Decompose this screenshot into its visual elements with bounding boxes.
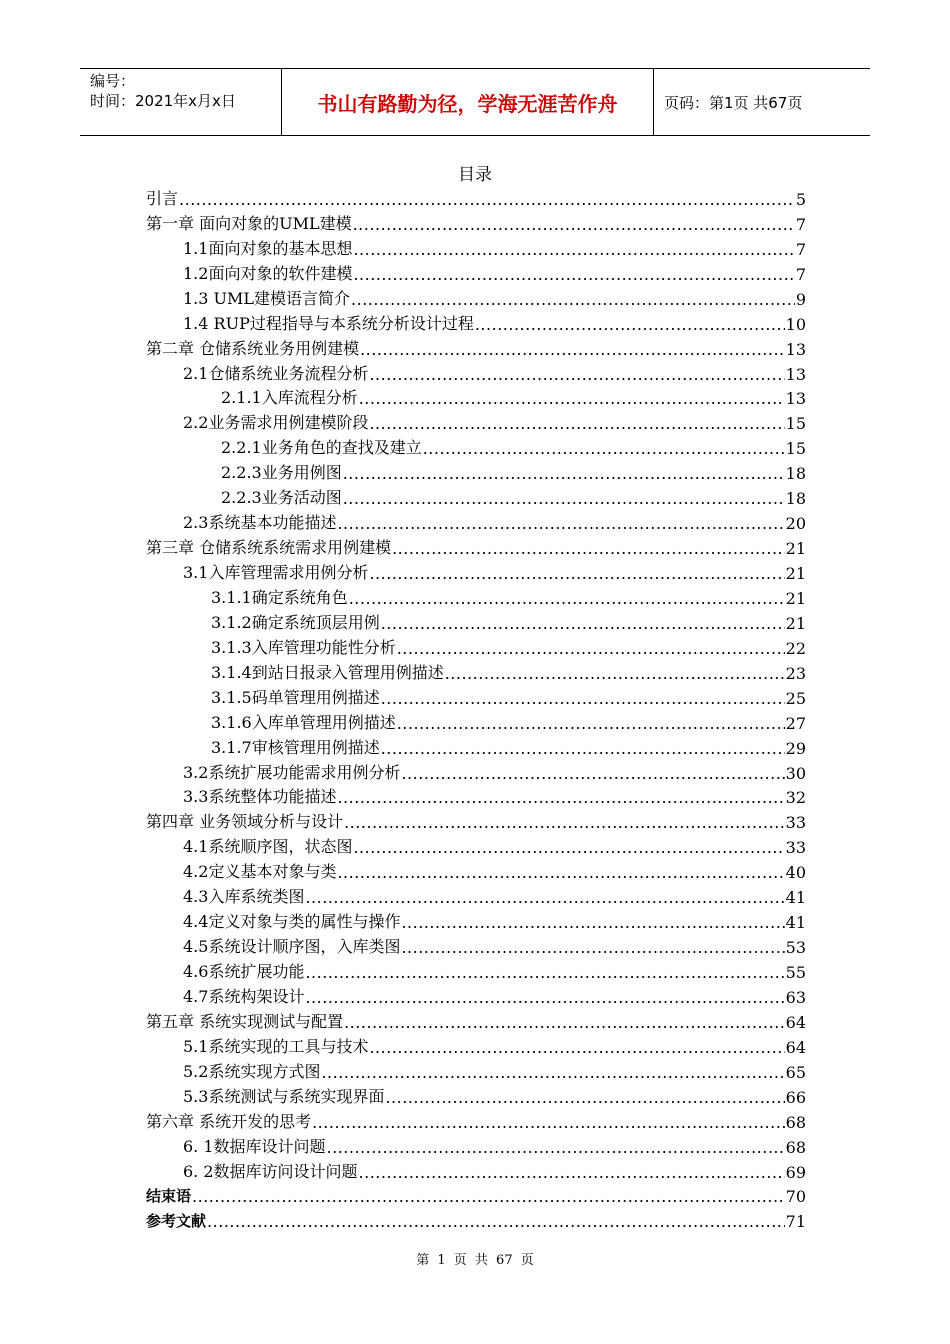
toc-entry-page: 68	[785, 1137, 806, 1157]
toc-entry-label: 3.3系统整体功能描述	[183, 787, 337, 807]
toc-entry-label: 1.1面向对象的基本思想	[183, 238, 353, 258]
toc-entry-label: 4.2定义基本对象与类	[183, 862, 337, 882]
toc-entry-page: 69	[785, 1162, 806, 1182]
toc-entry-label: 1.2面向对象的软件建模	[183, 263, 353, 283]
toc-dot-leader	[445, 664, 785, 683]
toc-dot-leader	[359, 389, 785, 408]
toc-entry[interactable]	[146, 1157, 806, 1182]
toc-dot-leader	[337, 514, 784, 533]
toc-entry[interactable]	[146, 832, 806, 857]
toc-entry-label: 第五章 系统实现测试与配置	[146, 1011, 344, 1031]
toc-dot-leader	[353, 215, 795, 234]
toc-entry-label: 4.5系统设计顺序图，入库类图	[183, 937, 401, 957]
toc-entry-label: 3.1.6入库单管理用例描述	[211, 712, 396, 732]
toc-entry-label: 2.3系统基本功能描述	[183, 513, 337, 533]
toc-entry[interactable]	[146, 708, 806, 733]
toc-entry[interactable]	[146, 783, 806, 808]
toc-dot-leader	[381, 614, 785, 633]
toc-dot-leader	[401, 938, 784, 957]
toc-entry-page: 15	[785, 439, 806, 459]
toc-entry-page: 13	[785, 339, 806, 359]
toc-entry[interactable]	[146, 957, 806, 982]
header-motto: 书山有路勤为径，学海无涯苦作舟	[282, 69, 654, 135]
toc-dot-leader	[344, 1013, 785, 1032]
toc-entry[interactable]	[146, 1107, 806, 1132]
toc-dot-leader	[359, 1163, 785, 1182]
header-page-info: 页码：第1页 共67页	[664, 93, 803, 112]
toc-entry[interactable]	[146, 309, 806, 334]
toc-entry[interactable]	[146, 633, 806, 658]
toc-entry[interactable]	[146, 284, 806, 309]
toc-entry-page: 41	[785, 888, 806, 908]
toc-dot-leader	[344, 813, 785, 832]
toc-entry-label: 2.2.3业务用例图	[221, 463, 342, 483]
toc-entry[interactable]	[146, 1032, 806, 1057]
toc-entry[interactable]	[146, 807, 806, 832]
toc-entry[interactable]	[146, 384, 806, 409]
toc-title: 目录	[458, 165, 492, 185]
toc-entry[interactable]	[146, 234, 806, 259]
toc-entry-page: 32	[785, 788, 806, 808]
toc-dot-leader	[353, 265, 794, 284]
toc-entry-page: 21	[785, 539, 806, 559]
toc-dot-leader	[305, 888, 784, 907]
toc-entry-page: 21	[785, 564, 806, 583]
toc-dot-leader	[337, 788, 784, 807]
toc-entry-label: 3.1.1确定系统角色	[211, 587, 348, 607]
toc-entry[interactable]	[146, 458, 806, 483]
toc-entry[interactable]	[146, 433, 806, 458]
toc-dot-leader	[353, 240, 794, 259]
toc-entry[interactable]	[146, 1132, 806, 1157]
toc-entry[interactable]	[146, 259, 806, 284]
toc-entry-label: 5.3系统测试与系统实现界面	[183, 1086, 385, 1106]
toc-entry-page: 64	[785, 1037, 806, 1057]
toc-entry-label: 4.6系统扩展功能	[183, 962, 305, 981]
toc-dot-leader	[401, 764, 784, 783]
toc-entry-label: 2.2.1业务角色的查找及建立	[221, 438, 422, 458]
toc-entry-label: 6. 1数据库设计问题	[183, 1136, 326, 1156]
toc-entry-page: 9	[795, 289, 806, 309]
toc-entry[interactable]	[146, 1206, 806, 1231]
toc-entry-page: 7	[795, 264, 806, 284]
toc-dot-leader	[369, 564, 784, 583]
toc-dot-leader	[179, 190, 795, 209]
toc-entry-page: 64	[785, 1012, 806, 1032]
toc-dot-leader	[392, 539, 785, 558]
toc-entry-page: 15	[785, 414, 806, 434]
toc-entry[interactable]	[146, 658, 806, 683]
toc-dot-leader	[385, 1088, 784, 1107]
toc-entry-label: 引言	[146, 188, 179, 208]
toc-entry-page: 13	[785, 364, 806, 384]
toc-dot-leader	[305, 963, 784, 982]
toc-entry-page: 66	[785, 1087, 806, 1107]
toc-dot-leader	[369, 1038, 784, 1057]
toc-entry[interactable]	[146, 1007, 806, 1032]
toc-entry-page: 7	[795, 214, 806, 234]
toc-entry-label: 1.4 RUP过程指导与本系统分析设计过程	[183, 313, 474, 333]
toc-entry-page: 30	[785, 763, 806, 783]
toc-dot-leader	[397, 714, 785, 733]
toc-entry[interactable]	[146, 209, 806, 234]
toc-entry-page: 40	[785, 863, 806, 883]
toc-dot-leader	[343, 489, 785, 508]
toc-dot-leader	[337, 863, 784, 882]
toc-entry-page: 23	[785, 663, 806, 683]
toc-entry-page: 53	[785, 938, 806, 958]
toc-dot-leader	[381, 689, 785, 708]
toc-entry-page: 29	[785, 738, 806, 758]
toc-dot-leader	[381, 739, 785, 758]
toc-dot-leader	[475, 315, 785, 334]
toc-entry-page: 63	[785, 987, 806, 1007]
toc-entry[interactable]	[146, 1082, 806, 1107]
document-number-label: 编号：	[90, 72, 136, 90]
toc-entry-label: 第四章 业务领域分析与设计	[146, 812, 344, 832]
document-date: 时间：2021年x月x日	[90, 92, 236, 110]
toc-entry-label: 1.3 UML建模语言简介	[183, 288, 351, 308]
toc-entry[interactable]	[146, 857, 806, 882]
toc-dot-leader	[321, 1063, 784, 1082]
toc-entry-label: 2.2业务需求用例建模阶段	[183, 413, 369, 433]
toc-dot-leader	[312, 1113, 785, 1132]
page-footer: 第 1 页 共 67 页	[416, 1253, 534, 1268]
toc-entry[interactable]	[146, 184, 806, 209]
toc-entry-page: 71	[785, 1212, 806, 1232]
toc-entry-label: 2.2.3业务活动图	[221, 488, 342, 508]
toc-entry-page: 7	[795, 239, 806, 259]
toc-dot-leader	[369, 365, 784, 384]
toc-entry-page: 22	[785, 638, 806, 658]
toc-entry-label: 4.3入库系统类图	[183, 887, 305, 907]
toc-entry-label: 5.1系统实现的工具与技术	[183, 1036, 369, 1056]
toc-entry-label: 第二章 仓储系统业务用例建模	[146, 338, 360, 358]
toc-entry-page: 65	[785, 1062, 806, 1082]
toc-entry[interactable]	[146, 683, 806, 708]
toc-dot-leader	[351, 290, 795, 309]
toc-dot-leader	[192, 1187, 785, 1206]
toc-dot-leader	[343, 464, 785, 483]
toc-entry-page: 21	[785, 588, 806, 608]
toc-dot-leader	[360, 340, 785, 359]
toc-entry[interactable]	[146, 483, 806, 508]
toc-entry-page: 27	[785, 713, 806, 733]
toc-entry[interactable]	[146, 758, 806, 783]
toc-dot-leader	[423, 439, 785, 458]
toc-dot-leader	[401, 913, 784, 932]
toc-entry[interactable]	[146, 907, 806, 932]
toc-entry-label: 3.2系统扩展功能需求用例分析	[183, 762, 401, 782]
toc-entry[interactable]	[146, 583, 806, 608]
toc-entry[interactable]	[146, 558, 806, 583]
toc-dot-leader	[397, 639, 785, 658]
toc-entry-label: 3.1.2确定系统顶层用例	[211, 612, 380, 632]
page-header	[80, 68, 870, 136]
table-of-contents	[146, 184, 806, 1231]
toc-entry[interactable]	[146, 882, 806, 907]
toc-dot-leader	[327, 1138, 785, 1157]
toc-entry[interactable]	[146, 733, 806, 758]
toc-entry-page: 10	[785, 314, 806, 334]
toc-entry[interactable]	[146, 982, 806, 1007]
toc-entry-page: 55	[785, 963, 806, 982]
toc-entry[interactable]	[146, 608, 806, 633]
toc-dot-leader	[369, 414, 784, 433]
toc-entry-label: 3.1.5码单管理用例描述	[211, 687, 380, 707]
toc-dot-leader	[305, 988, 784, 1007]
toc-entry-label: 第三章 仓储系统系统需求用例建模	[146, 538, 392, 558]
toc-entry-page: 5	[795, 189, 806, 209]
toc-entry[interactable]	[146, 1057, 806, 1082]
toc-entry-label: 3.1入库管理需求用例分析	[183, 563, 369, 582]
toc-entry-label: 2.1仓储系统业务流程分析	[183, 363, 369, 383]
toc-entry-page: 70	[785, 1187, 806, 1207]
toc-entry[interactable]	[146, 408, 806, 433]
toc-entry-page: 20	[785, 514, 806, 534]
toc-entry-page: 33	[785, 813, 806, 833]
toc-entry-page: 25	[785, 688, 806, 708]
toc-entry-label: 第六章 系统开发的思考	[146, 1111, 312, 1131]
toc-entry[interactable]	[146, 334, 806, 359]
toc-entry-label: 3.1.4到站日报录入管理用例描述	[211, 662, 444, 682]
toc-entry-page: 18	[785, 464, 806, 484]
toc-entry[interactable]	[146, 359, 806, 384]
toc-entry-label: 3.1.3入库管理功能性分析	[211, 637, 396, 657]
toc-entry-page: 13	[785, 389, 806, 409]
toc-entry-label: 4.4定义对象与类的属性与操作	[183, 912, 401, 932]
toc-entry-page: 21	[785, 613, 806, 633]
toc-dot-leader	[349, 589, 785, 608]
toc-entry-label: 结束语	[146, 1187, 192, 1206]
toc-entry-label: 6. 2数据库访问设计问题	[183, 1161, 358, 1181]
toc-entry-label: 第一章 面向对象的UML建模	[146, 213, 352, 233]
header-meta	[80, 69, 282, 135]
toc-entry-page: 18	[785, 489, 806, 509]
toc-dot-leader	[207, 1212, 785, 1231]
toc-entry-page: 33	[785, 838, 806, 858]
toc-dot-leader	[353, 838, 784, 857]
toc-entry[interactable]	[146, 508, 806, 533]
toc-entry-label: 2.1.1入库流程分析	[221, 388, 358, 408]
toc-entry-label: 5.2系统实现方式图	[183, 1061, 321, 1081]
toc-entry-label: 4.7系统构架设计	[183, 986, 305, 1006]
toc-entry[interactable]	[146, 1182, 806, 1207]
toc-entry-page: 41	[785, 913, 806, 933]
toc-entry-label: 3.1.7审核管理用例描述	[211, 737, 380, 757]
toc-entry-label: 4.1系统顺序图，状态图	[183, 837, 353, 857]
toc-entry-page: 68	[785, 1112, 806, 1132]
toc-entry[interactable]	[146, 932, 806, 957]
toc-entry[interactable]	[146, 533, 806, 558]
toc-entry-label: 参考文献	[146, 1212, 207, 1231]
